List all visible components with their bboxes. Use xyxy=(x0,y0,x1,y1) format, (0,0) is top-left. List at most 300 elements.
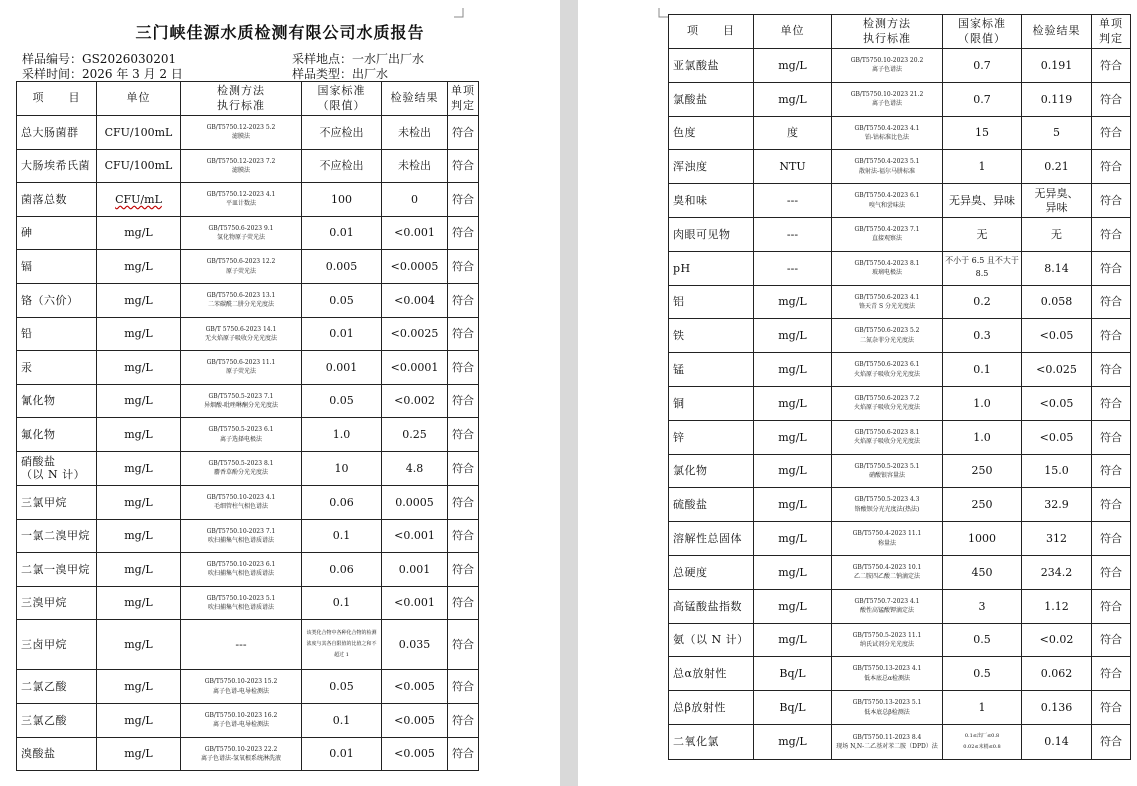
table-header-row xyxy=(17,82,479,116)
judge-cell xyxy=(448,553,479,587)
unit-value: mg/L xyxy=(124,260,153,274)
header-result xyxy=(382,82,448,116)
judge-value: 符合 xyxy=(452,192,474,206)
judge-value: 符合 xyxy=(452,327,474,341)
method-cell xyxy=(181,451,302,485)
judge-cell xyxy=(1092,488,1131,522)
result-value: <0.001 xyxy=(394,226,435,240)
result-cell xyxy=(1022,724,1092,759)
item-cell xyxy=(669,522,754,556)
unit-value: --- xyxy=(786,227,799,241)
judge-value: 符合 xyxy=(452,529,474,543)
item-name: 三卤甲烷 xyxy=(21,638,67,652)
judge-cell xyxy=(448,351,479,385)
unit-cell xyxy=(754,285,832,319)
result-value: 0.035 xyxy=(398,638,431,652)
unit-value: mg/L xyxy=(124,747,153,761)
result-value: 0.14 xyxy=(1044,735,1069,749)
result-value: 0.191 xyxy=(1040,58,1073,72)
unit-cell xyxy=(754,724,832,759)
item-cell xyxy=(17,384,97,418)
result-cell xyxy=(1022,488,1092,522)
item-name: 亚氯酸盐 xyxy=(673,58,719,72)
item-name: 汞 xyxy=(21,360,33,374)
method-name: 火焰原子吸收分光光度法 xyxy=(853,438,920,446)
unit-cell xyxy=(754,386,832,420)
limit-cell xyxy=(943,49,1022,83)
result-value: 1.12 xyxy=(1044,599,1069,613)
result-value: 0.25 xyxy=(402,428,427,442)
unit-cell xyxy=(97,737,181,771)
limit-value: 无 xyxy=(976,227,988,241)
result-value: 未检出 xyxy=(398,159,431,173)
header-judge-label: 单项 xyxy=(451,83,475,97)
result-value: <0.05 xyxy=(1039,396,1074,410)
item-name: 砷 xyxy=(21,226,33,240)
result-cell xyxy=(382,586,448,620)
judge-cell xyxy=(1092,251,1131,285)
item-name: 肉眼可见物 xyxy=(673,227,731,241)
unit-cell xyxy=(754,589,832,623)
header-judge-label: 单项 xyxy=(1099,16,1123,30)
judge-value: 符合 xyxy=(452,360,474,374)
result-value: 0.0005 xyxy=(395,495,434,509)
item-cell xyxy=(669,285,754,319)
limit-cell xyxy=(943,657,1022,691)
method-cell xyxy=(832,386,943,420)
limit-value: 0.05 xyxy=(329,293,354,307)
header-limit-label: 国家标准 xyxy=(317,83,366,97)
judge-value: 符合 xyxy=(1100,396,1122,410)
header-method-label: 检测方法 xyxy=(863,16,911,30)
method-cell xyxy=(832,150,943,184)
item-name: 三溴甲烷 xyxy=(21,596,67,610)
table-row xyxy=(669,319,1131,353)
item-cell xyxy=(669,420,754,454)
judge-cell xyxy=(1092,82,1131,116)
standard-number: GB/T5750.5-2023 8.1 xyxy=(208,460,274,468)
unit-cell xyxy=(97,216,181,250)
limit-value: 0.5 xyxy=(973,633,991,647)
judge-value: 符合 xyxy=(1100,58,1122,72)
header-item-label: 项 目 xyxy=(32,91,81,105)
item-cell xyxy=(669,657,754,691)
limit-cell xyxy=(943,589,1022,623)
judge-value: 符合 xyxy=(452,713,474,727)
item-name: 硝酸盐 （以 N 计） xyxy=(21,455,86,482)
method-cell xyxy=(181,216,302,250)
item-name: 高锰酸盐指数 xyxy=(673,599,742,613)
judge-value: 符合 xyxy=(1100,464,1122,478)
judge-value: 符合 xyxy=(452,293,474,307)
item-name: 一氯二溴甲烷 xyxy=(21,529,90,543)
unit-value: mg/L xyxy=(778,633,807,647)
method-name: 吹扫捕集气相色谱质谱法 xyxy=(207,570,274,578)
unit-cell xyxy=(754,49,832,83)
table-row xyxy=(669,217,1131,251)
item-cell xyxy=(669,49,754,83)
result-cell xyxy=(1022,217,1092,251)
table-row xyxy=(669,454,1131,488)
item-cell xyxy=(17,351,97,385)
unit-cell xyxy=(97,703,181,737)
table-row xyxy=(669,353,1131,387)
result-value: 0.001 xyxy=(398,562,431,576)
judge-value: 符合 xyxy=(1100,531,1122,545)
item-name: 三氯乙酸 xyxy=(21,713,67,727)
limit-cell xyxy=(943,82,1022,116)
standard-number: GB/T5750.6-2023 7.2 xyxy=(854,395,920,403)
unit-value: mg/L xyxy=(124,360,153,374)
method-cell xyxy=(832,623,943,657)
limit-cell xyxy=(943,623,1022,657)
unit-cell xyxy=(754,657,832,691)
result-cell xyxy=(382,519,448,553)
result-cell xyxy=(1022,454,1092,488)
table-row xyxy=(17,384,479,418)
judge-value: 符合 xyxy=(1100,430,1122,444)
standard-number: GB/T5750.12-2023 7.2 xyxy=(206,157,276,165)
method-cell xyxy=(832,657,943,691)
limit-value: 1.0 xyxy=(973,430,991,444)
unit-cell xyxy=(97,283,181,317)
result-value: <0.05 xyxy=(1039,430,1074,444)
item-cell xyxy=(669,589,754,623)
table-row xyxy=(669,150,1131,184)
item-cell xyxy=(669,488,754,522)
table-row xyxy=(17,670,479,704)
item-name: 硫酸盐 xyxy=(673,498,708,512)
method-name: 铬天青 S 分光光度法 xyxy=(859,302,915,310)
unit-cell xyxy=(754,150,832,184)
method-name: 离子选择电极法 xyxy=(219,435,262,443)
method-cell xyxy=(181,485,302,519)
method-name: 散射法-福尔马肼标准 xyxy=(858,167,916,175)
unit-cell xyxy=(754,555,832,589)
standard-number: GB/T5750.12-2023 4.1 xyxy=(206,191,276,199)
table-row xyxy=(17,451,479,485)
method-name: 麝香草酚分光光度法 xyxy=(213,469,268,477)
method-cell xyxy=(832,589,943,623)
limit-cell xyxy=(943,420,1022,454)
method-cell xyxy=(832,555,943,589)
header-limit-sub-label: （限值） xyxy=(958,31,1006,45)
limit-value: 0.06 xyxy=(329,495,354,509)
unit-value: mg/L xyxy=(124,680,153,694)
limit-value: 无异臭、异味 xyxy=(949,193,1015,207)
result-cell xyxy=(1022,420,1092,454)
standard-number: GB/T5750.6-2023 6.1 xyxy=(854,361,920,369)
result-cell xyxy=(382,149,448,183)
item-name: 铜 xyxy=(673,396,685,410)
limit-cell xyxy=(302,620,382,670)
standard-number: GB/T5750.10-2023 16.2 xyxy=(204,711,278,719)
judge-cell xyxy=(448,620,479,670)
unit-value: mg/L xyxy=(778,531,807,545)
limit-cell xyxy=(302,553,382,587)
method-name: 离子色谱法 xyxy=(871,66,902,74)
result-value: 无异臭、 异味 xyxy=(1034,187,1079,214)
table-row xyxy=(669,420,1131,454)
method-cell xyxy=(832,82,943,116)
limit-cell xyxy=(943,724,1022,759)
result-cell xyxy=(1022,623,1092,657)
result-cell xyxy=(382,418,448,452)
standard-number: GB/T5750.5-2023 6.1 xyxy=(208,426,274,434)
unit-cell xyxy=(754,319,832,353)
limit-cell xyxy=(943,217,1022,251)
limit-value: 0.01 xyxy=(329,747,354,761)
limit-value: 0.7 xyxy=(973,58,991,72)
item-name: pH xyxy=(673,261,691,275)
standard-number: GB/T5750.4-2023 6.1 xyxy=(854,192,920,200)
method-name: 滤膜法 xyxy=(231,133,250,141)
judge-value: 符合 xyxy=(452,125,474,139)
judge-cell xyxy=(1092,386,1131,420)
item-cell xyxy=(17,418,97,452)
item-cell xyxy=(17,216,97,250)
table-row xyxy=(669,116,1131,150)
limit-cell xyxy=(302,485,382,519)
limit-cell xyxy=(943,251,1022,285)
judge-value: 符合 xyxy=(452,638,474,652)
item-name: 二氯一溴甲烷 xyxy=(21,562,90,576)
result-value: 5 xyxy=(1053,126,1060,140)
table-row xyxy=(17,116,479,150)
item-name: 铝 xyxy=(673,295,685,309)
method-name: 火焰原子吸收分光光度法 xyxy=(853,370,920,378)
method-name: 离子色谱-电导检测法 xyxy=(212,721,270,729)
judge-value: 符合 xyxy=(452,159,474,173)
limit-value: 15 xyxy=(975,126,989,140)
judge-cell xyxy=(448,519,479,553)
result-value: 0.21 xyxy=(1044,160,1069,174)
unit-cell xyxy=(97,485,181,519)
judge-value: 符合 xyxy=(1100,92,1122,106)
method-cell xyxy=(181,620,302,670)
limit-cell xyxy=(943,285,1022,319)
result-value: 0.058 xyxy=(1040,295,1073,309)
judge-cell xyxy=(1092,420,1131,454)
method-name: 离子色谱法 xyxy=(871,100,902,108)
item-name: 镉 xyxy=(21,260,33,274)
standard-number: GB/T5750.5-2023 4.3 xyxy=(854,496,920,504)
item-cell xyxy=(669,217,754,251)
judge-cell xyxy=(448,116,479,150)
result-cell xyxy=(382,283,448,317)
limit-value: 0.05 xyxy=(329,680,354,694)
item-name: 总硬度 xyxy=(673,565,708,579)
unit-value: mg/L xyxy=(124,713,153,727)
judge-value: 符合 xyxy=(1100,126,1122,140)
unit-value: mg/L xyxy=(124,562,153,576)
method-cell xyxy=(832,319,943,353)
result-value: 8.14 xyxy=(1044,261,1069,275)
judge-cell xyxy=(1092,353,1131,387)
table-row xyxy=(669,522,1131,556)
method-name: 氢化物原子荧光法 xyxy=(216,234,265,242)
header-limit-sub-label: （限值） xyxy=(317,98,366,112)
result-cell xyxy=(382,317,448,351)
limit-value: 0.7 xyxy=(973,92,991,106)
method-name: 铂-钴标准比色法 xyxy=(864,133,910,141)
unit-cell xyxy=(97,553,181,587)
method-name: 平皿计数法 xyxy=(225,200,256,208)
report-page-right xyxy=(578,0,1137,786)
unit-value: mg/L xyxy=(778,430,807,444)
unit-cell xyxy=(97,351,181,385)
standard-number: GB/T5750.10-2023 4.1 xyxy=(206,493,276,501)
item-name: 菌落总数 xyxy=(21,192,67,206)
judge-value: 符合 xyxy=(1100,667,1122,681)
item-cell xyxy=(17,283,97,317)
item-cell xyxy=(669,386,754,420)
judge-cell xyxy=(1092,454,1131,488)
result-value: 无 xyxy=(1051,227,1062,241)
unit-value: mg/L xyxy=(124,638,153,652)
judge-cell xyxy=(1092,657,1131,691)
method-cell xyxy=(181,116,302,150)
table-row xyxy=(17,149,479,183)
unit-cell xyxy=(97,183,181,217)
unit-cell xyxy=(97,620,181,670)
item-name: 三氯甲烷 xyxy=(21,495,67,509)
limit-cell xyxy=(943,353,1022,387)
sample-number: 样品编号：GS2026030201 xyxy=(22,52,177,66)
table-row xyxy=(669,49,1131,83)
standard-number: GB/T5750.5-2023 7.1 xyxy=(208,392,274,400)
result-value: <0.002 xyxy=(394,394,435,408)
unit-value: mg/L xyxy=(778,329,807,343)
result-cell xyxy=(1022,49,1092,83)
item-cell xyxy=(17,485,97,519)
method-name: 铬酸钡分光光度法(热法) xyxy=(854,505,920,513)
method-name: 火焰原子吸收分光光度法 xyxy=(853,404,920,412)
standard-number: --- xyxy=(235,638,247,652)
result-cell xyxy=(1022,589,1092,623)
method-cell xyxy=(181,586,302,620)
item-cell xyxy=(17,519,97,553)
method-name: 二苯碳酰二肼分光光度法 xyxy=(207,301,274,309)
standard-number: GB/T5750.5-2023 11.1 xyxy=(852,631,922,639)
item-cell xyxy=(669,724,754,759)
method-name: 离子色谱-电导检测法 xyxy=(212,687,270,695)
judge-cell xyxy=(448,149,479,183)
header-standard-label: 执行标准 xyxy=(863,31,911,45)
header-result-label: 检验结果 xyxy=(390,91,439,105)
judge-cell xyxy=(448,317,479,351)
result-cell xyxy=(1022,82,1092,116)
unit-cell xyxy=(754,82,832,116)
unit-cell xyxy=(754,623,832,657)
limit-value: 100 xyxy=(331,192,352,206)
standard-number: GB/T5750.6-2023 4.1 xyxy=(854,293,920,301)
unit-value: mg/L xyxy=(124,529,153,543)
judge-value: 符合 xyxy=(1100,295,1122,309)
limit-cell xyxy=(943,691,1022,725)
limit-cell xyxy=(302,250,382,284)
judge-value: 符合 xyxy=(452,596,474,610)
judge-value: 符合 xyxy=(1100,735,1122,749)
item-name: 总大肠菌群 xyxy=(21,125,79,139)
judge-cell xyxy=(1092,623,1131,657)
table-row xyxy=(669,623,1131,657)
item-cell xyxy=(17,149,97,183)
item-name: 浑浊度 xyxy=(673,160,708,174)
header-method xyxy=(832,15,943,49)
item-cell xyxy=(17,183,97,217)
header-unit xyxy=(97,82,181,116)
table-row xyxy=(669,82,1131,116)
standard-number: GB/T5750.4-2023 5.1 xyxy=(854,158,920,166)
limit-value: 0.001 xyxy=(325,360,358,374)
judge-value: 符合 xyxy=(1100,227,1122,241)
table-row xyxy=(17,418,479,452)
result-cell xyxy=(382,250,448,284)
judge-value: 符合 xyxy=(1100,633,1122,647)
result-value: <0.004 xyxy=(394,293,435,307)
result-value: <0.001 xyxy=(394,596,435,610)
unit-cell xyxy=(754,420,832,454)
judge-value: 符合 xyxy=(1100,362,1122,376)
item-cell xyxy=(17,737,97,771)
judge-cell xyxy=(448,703,479,737)
judge-value: 符合 xyxy=(452,461,474,475)
judge-value: 符合 xyxy=(1100,329,1122,343)
table-row xyxy=(17,620,479,670)
result-value: <0.025 xyxy=(1036,362,1077,376)
method-name: 直接观察法 xyxy=(871,235,902,243)
unit-value: mg/L xyxy=(778,362,807,376)
method-cell xyxy=(181,183,302,217)
unit-cell xyxy=(754,454,832,488)
judge-cell xyxy=(448,216,479,250)
unit-cell xyxy=(754,353,832,387)
unit-value: mg/L xyxy=(778,565,807,579)
unit-value: mg/L xyxy=(124,428,153,442)
method-cell xyxy=(181,149,302,183)
limit-cell xyxy=(943,184,1022,218)
limit-value: 0.1 xyxy=(332,713,351,727)
result-cell xyxy=(382,553,448,587)
limit-cell xyxy=(943,555,1022,589)
judge-value: 符合 xyxy=(452,680,474,694)
item-name: 溶解性总固体 xyxy=(673,531,742,545)
standard-number: GB/T5750.10-2023 22.2 xyxy=(204,745,278,753)
method-name: 玻璃电极法 xyxy=(871,269,902,277)
unit-value: mg/L xyxy=(778,295,807,309)
result-value: <0.05 xyxy=(1039,329,1074,343)
result-cell xyxy=(1022,522,1092,556)
standard-number: GB/T5750.6-2023 12.2 xyxy=(206,258,276,266)
item-name: 氟化物 xyxy=(21,428,56,442)
result-value: 0 xyxy=(411,192,418,206)
header-limit xyxy=(302,82,382,116)
unit-cell xyxy=(97,451,181,485)
header-limit-label: 国家标准 xyxy=(958,16,1006,30)
limit-value: 0.06 xyxy=(329,562,354,576)
limit-cell xyxy=(943,488,1022,522)
standard-number: GB/T5750.6-2023 9.1 xyxy=(208,224,274,232)
header-judge-sub-label: 判定 xyxy=(1099,31,1123,45)
method-cell xyxy=(832,217,943,251)
judge-cell xyxy=(448,183,479,217)
limit-value: 0.1 xyxy=(332,529,351,543)
method-cell xyxy=(181,519,302,553)
unit-value: mg/L xyxy=(124,596,153,610)
item-name: 氯化物 xyxy=(673,464,708,478)
unit-value: CFU/100mL xyxy=(104,125,173,139)
